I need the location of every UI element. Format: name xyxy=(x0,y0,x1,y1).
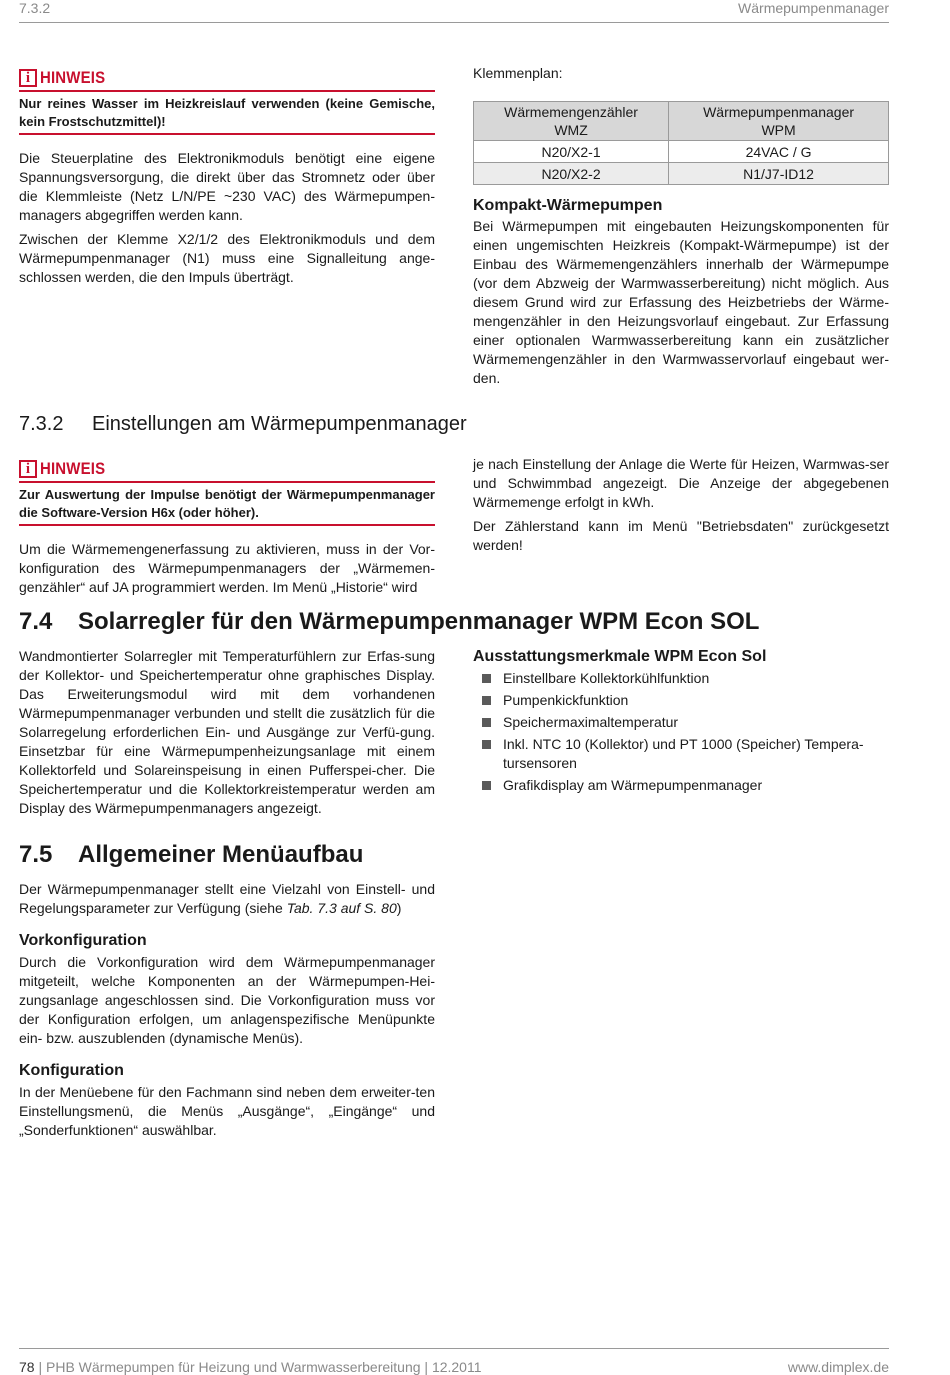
section-title: Einstellungen am Wärmepumpenmanager xyxy=(92,413,467,435)
note-divider-bottom xyxy=(19,524,435,526)
note-box-software xyxy=(19,459,435,526)
klemmenplan-table xyxy=(473,101,889,185)
section-title: Allgemeiner Menüaufbau xyxy=(78,841,364,868)
left-column-top xyxy=(19,68,435,287)
paragraph-solar-controller: Wandmontierter Solarregler mit Temperaturfühlern zur Erfas-sung der Kollektor- und Speichertemperatur ohne graphisches Display. Das Erweiterungsmodul wird mit dem vorhandenen Wärmepumpenmanager verbunden und stellt die zusätzlich für die Solarregelung erforderlichen Ein- und Ausgänge zur Verfü-gung. Einsetzbar für eine Wärmepumpenheizungsanlage mit einem Kollektorfeld und Solareinspeisung in einen Pufferspei-cher. Die Speichertemperatur und die Kollektorkreistemperatur werden am Display des Wärmepumpenmanagers angezeigt. xyxy=(19,648,435,816)
list-item xyxy=(473,776,889,795)
note-label: HINWEIS xyxy=(40,68,106,87)
table-header-row xyxy=(474,102,889,141)
section-heading-7-5 xyxy=(19,841,363,869)
info-icon: i xyxy=(19,69,37,87)
features-list xyxy=(473,669,889,795)
header-line: WPM xyxy=(761,122,796,138)
section-heading-7-4 xyxy=(19,608,759,636)
footer-website-link[interactable]: www.dimplex.de xyxy=(787,1359,889,1375)
table-cell: N20/X2-1 xyxy=(474,141,669,163)
table-row xyxy=(474,163,889,185)
table-cell: N1/J7-ID12 xyxy=(669,163,889,185)
klemmenplan-label: Klemmenplan: xyxy=(473,65,563,81)
section-7-5-left xyxy=(19,880,435,1140)
square-bullet-icon xyxy=(482,718,491,727)
list-item xyxy=(473,691,889,710)
table-cell: 24VAC / G xyxy=(669,141,889,163)
intro-text: Der Wärmepumpenmanager stellt eine Vielzahl von Einstell- und Regelungsparameter zur Verfügung (siehe xyxy=(19,881,435,916)
section-7-4-right xyxy=(473,648,889,798)
paragraph-menu-intro xyxy=(19,880,435,918)
note-divider xyxy=(19,481,435,483)
paragraph-signal-line: Zwischen der Klemme X2/1/2 des Elektronikmoduls und dem Wärmepumpenmanager (N1) muss eine Signalleitung ange-schlossen werden, die den Impuls überträgt. xyxy=(19,231,435,285)
section-number: 7.3.2 xyxy=(19,413,64,435)
section-number: 7.5 xyxy=(19,841,53,868)
list-item-text: Einstellbare Kollektorkühlfunktion xyxy=(503,670,710,686)
section-number: 7.4 xyxy=(19,608,53,635)
square-bullet-icon xyxy=(482,674,491,683)
square-bullet-icon xyxy=(482,740,491,749)
page-number: 78 xyxy=(19,1359,35,1375)
paragraph-activation: Um die Wärmemengenerfassung zu aktivieren, muss in der Vor-konfiguration des Wärmepumpenmanagers der „Wärmemen-genzähler“ auf JA programmiert werden. Im Menü „Historie“ wird xyxy=(19,541,435,595)
list-item-text: Inkl. NTC 10 (Kollektor) und PT 1000 (Speicher) Tempera-tursensoren xyxy=(503,736,864,771)
footer-left xyxy=(19,1359,482,1375)
header-title: Wärmepumpenmanager xyxy=(738,0,889,16)
paragraph-power-supply: Die Steuerplatine des Elektronikmoduls benötigt eine eigene Spannungsversorgung, die direkt über das Stromnetz oder über die Klemmleiste (Netz L/N/PE ~230 VAC) des Wärmepumpen-managers abgegriffen werden kann. xyxy=(19,150,435,223)
list-item-text: Speichermaximaltemperatur xyxy=(503,714,679,730)
header-line: Wärmepumpenmanager xyxy=(703,104,855,120)
square-bullet-icon xyxy=(482,696,491,705)
note-header xyxy=(19,68,435,88)
note-divider xyxy=(19,90,435,92)
kompakt-text: Bei Wärmepumpen mit eingebauten Heizungskomponenten für einen ungemischten Heizkreis (Kompakt-Wärmepumpe) ist der Einbau des Wärmemengenzählers innerhalb der Wärmepumpe (vor dem Abzweig der Warmwasserbereitung) nicht möglich. Aus diesem Grund wird zur Erfassung des Heizbetriebs der Wärme-mengenzähler in den Heizungsvorlauf eingebaut. Zur Erfassung einer optionalen Warmwasserbereitung kann ein zusätzlicher Wärmemengenzähler in den Warmwasservorlauf eingebaut wer-den. xyxy=(473,218,889,386)
header-line: WMZ xyxy=(554,122,588,138)
section-7-4-left xyxy=(19,647,435,818)
note-box-water xyxy=(19,68,435,135)
list-item xyxy=(473,735,889,773)
vorkonfiguration-text: Durch die Vorkonfiguration wird dem Wärmepumpenmanager mitgeteilt, welche Komponenten an der Wärmepumpen-Hei-zungsanlage angeschlossen sind. Die Vorkonfiguration muss vor der Konfiguration erfolgen, um anlagenspezifische Menüpunkte ein- bzw. auszublenden (dynamische Menüs). xyxy=(19,954,435,1046)
page-footer xyxy=(19,1348,889,1375)
note-divider-bottom xyxy=(19,133,435,135)
table-header-wmz xyxy=(474,102,669,141)
header-line: Wärmemengenzähler xyxy=(504,104,638,120)
page-header xyxy=(19,0,889,23)
konfiguration-text: In der Menüebene für den Fachmann sind neben dem erweiter-ten Einstellungsmenü, die Menüs „Ausgänge“, „Eingänge“ und „Sonderfunktionen“ auswählbar. xyxy=(19,1084,435,1138)
list-item-text: Pumpenkickfunktion xyxy=(503,692,629,708)
table-reference-link[interactable]: Tab. 7.3 auf S. 80 xyxy=(286,900,397,916)
square-bullet-icon xyxy=(482,781,491,790)
info-icon: i xyxy=(19,460,37,478)
table-header-wpm xyxy=(669,102,889,141)
list-item-text: Grafikdisplay am Wärmepumpenmanager xyxy=(503,777,763,793)
section-7-3-2-right xyxy=(473,455,889,555)
footer-document-title: | PHB Wärmepumpen für Heizung und Warmwasserbereitung | 12.2011 xyxy=(38,1359,482,1375)
header-section-number: 7.3.2 xyxy=(19,0,51,16)
kompakt-heading: Kompakt-Wärmepumpen xyxy=(473,197,663,214)
features-heading: Ausstattungsmerkmale WPM Econ Sol xyxy=(473,648,767,665)
list-item xyxy=(473,669,889,688)
table-row xyxy=(474,141,889,163)
intro-text-end: ) xyxy=(396,900,402,916)
note-text: Zur Auswertung der Impulse benötigt der Wärmepumpenmanager die Software-Version H6x (oder höher). xyxy=(19,487,435,520)
table-cell: N20/X2-2 xyxy=(474,163,669,185)
note-header xyxy=(19,459,435,479)
paragraph-history: je nach Einstellung der Anlage die Werte für Heizen, Warmwas-ser und Schwimmbad angezeigt. Die Anzeige der abgegebenen Wärmemenge erfolgt in kWh. xyxy=(473,456,889,510)
note-text: Nur reines Wasser im Heizkreislauf verwenden (keine Gemische, kein Frostschutzmittel)! xyxy=(19,96,435,129)
section-7-3-2-left xyxy=(19,459,435,597)
konfiguration-heading: Konfiguration xyxy=(19,1062,124,1079)
paragraph-reset: Der Zählerstand kann im Menü "Betriebsdaten" zurückgesetzt werden! xyxy=(473,518,889,553)
right-column-top xyxy=(473,64,889,388)
section-title: Solarregler für den Wärmepumpenmanager WPM Econ SOL xyxy=(78,608,760,635)
list-item xyxy=(473,713,889,732)
section-heading-7-3-2 xyxy=(19,413,467,436)
note-label: HINWEIS xyxy=(40,459,106,478)
vorkonfiguration-heading: Vorkonfiguration xyxy=(19,932,147,949)
